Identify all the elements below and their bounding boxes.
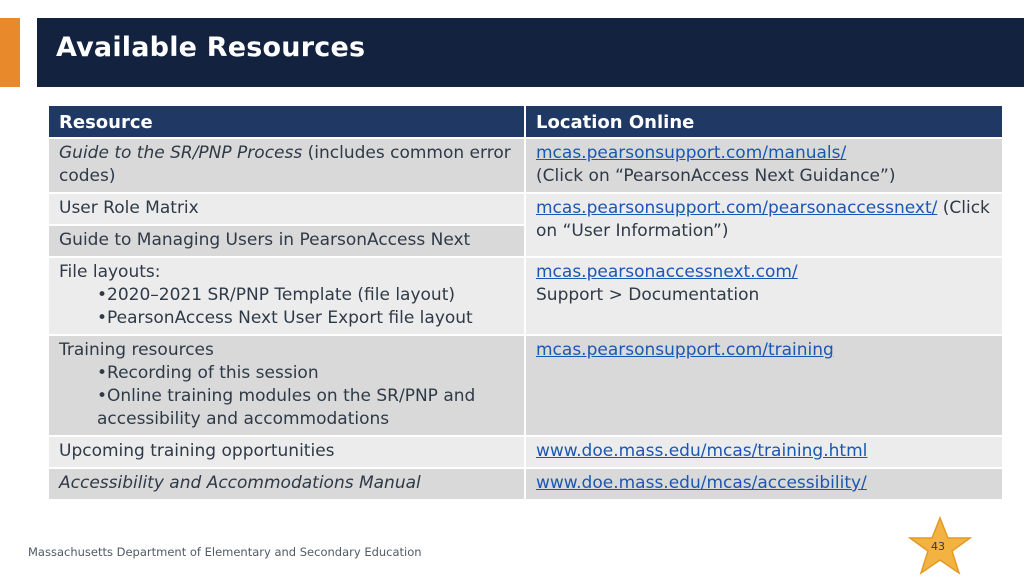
table-row (48, 468, 1003, 500)
training-link[interactable]: mcas.pearsonsupport.com/training (536, 340, 834, 360)
title-bar (37, 18, 1024, 87)
footer-text: Massachusetts Department of Elementary and Secondary Education (28, 545, 422, 559)
resource-description: (includes common error codes) (59, 143, 511, 186)
resource-cell (48, 468, 525, 500)
location-note: (Click on “User Information”) (536, 198, 990, 241)
resource-title: Accessibility and Accommodations Manual (59, 473, 421, 493)
upcoming-training-link[interactable]: www.doe.mass.edu/mcas/training.html (536, 441, 868, 461)
page-title: Available Resources (56, 32, 366, 63)
accent-bar (0, 18, 20, 87)
resource-cell: Upcoming training opportunities (48, 436, 525, 468)
location-note: (Click on “PearsonAccess Next Guidance”) (536, 166, 896, 186)
list-item: •2020–2021 SR/PNP Template (file layout) (97, 285, 455, 305)
pearsonaccessnext-site-link[interactable]: mcas.pearsonaccessnext.com/ (536, 262, 798, 282)
resource-cell: User Role Matrix (48, 193, 525, 225)
table-row (48, 436, 1003, 468)
location-cell (525, 257, 1003, 335)
table-row (48, 335, 1003, 436)
list-item: •Recording of this session (97, 363, 319, 383)
location-cell (525, 335, 1003, 436)
location-cell (525, 468, 1003, 500)
manuals-link[interactable]: mcas.pearsonsupport.com/manuals/ (536, 143, 847, 163)
table-row (48, 257, 1003, 335)
table-row (48, 193, 1003, 225)
resource-cell: Guide to Managing Users in PearsonAccess Next (48, 225, 525, 257)
resource-cell (48, 335, 525, 436)
resource-cell (48, 138, 525, 193)
resource-label: File layouts: (59, 262, 161, 282)
pearsonaccessnext-link[interactable]: mcas.pearsonsupport.com/pearsonaccessnext/ (536, 198, 938, 218)
list-item: •PearsonAccess Next User Export file layout (97, 308, 473, 328)
resource-title: Guide to the SR/PNP Process (59, 143, 303, 163)
accessibility-link[interactable]: www.doe.mass.edu/mcas/accessibility/ (536, 473, 867, 493)
location-column-header: Location Online (525, 105, 1003, 138)
list-item: •Online training modules on the SR/PNP and accessibility and accommodations (97, 386, 476, 429)
table-header-row (48, 105, 1003, 138)
resource-label: Training resources (59, 340, 214, 360)
resource-cell (48, 257, 525, 335)
table-row (48, 138, 1003, 193)
resources-table (47, 104, 1004, 501)
page-number: 43 (931, 540, 945, 553)
location-cell (525, 138, 1003, 193)
location-cell (525, 436, 1003, 468)
resource-column-header: Resource (48, 105, 525, 138)
location-note: Support > Documentation (536, 285, 760, 305)
location-cell (525, 193, 1003, 257)
